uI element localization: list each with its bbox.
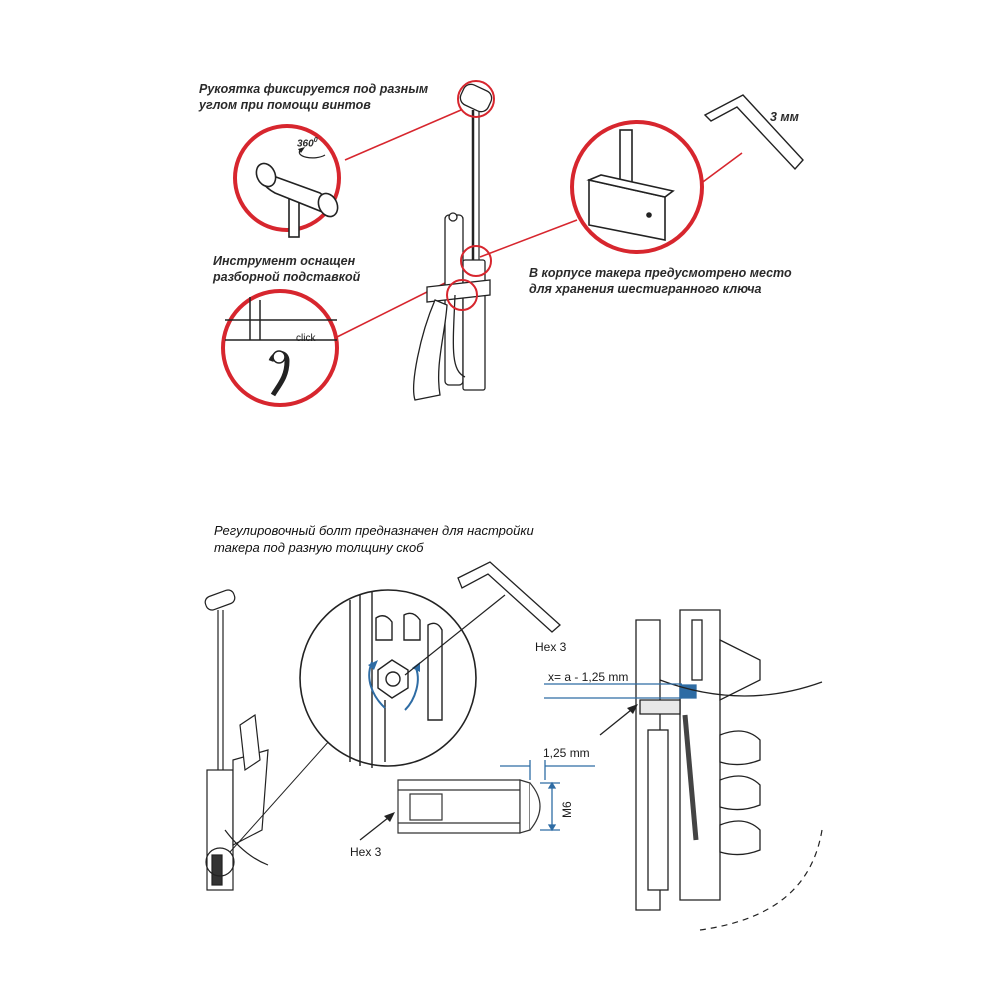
key-size-label: 3 мм (770, 110, 799, 124)
adjust-note: Регулировочный болт предназначен для настройки такера под разную толщину скоб (214, 523, 534, 555)
storage-detail-circle (572, 122, 702, 252)
handle-and-stand-illustration (165, 65, 835, 425)
formula-dimension (544, 684, 682, 698)
rotation-label: $360^0$ (297, 137, 318, 150)
stapler-left (204, 588, 268, 890)
storage-note: В корпусе такера предусмотрено место для хранения шестигранного ключа (529, 266, 792, 296)
hex-key-hex3 (458, 562, 560, 632)
formula-label: x= a - 1,25 mm (548, 670, 629, 684)
hex-bottom-label: Hex 3 (350, 845, 382, 859)
storage-leader-line (480, 220, 577, 257)
bottom-illustration-svg (0, 500, 1000, 1000)
adjustment-bolt (398, 780, 540, 833)
stand-note: Инструмент оснащен разборной подставкой (213, 254, 361, 284)
hex-top-label: Hex 3 (535, 640, 567, 654)
hex-key-3mm (705, 95, 803, 169)
handle-note: Рукоятка фиксируется под разным углом при помощи винтов (199, 82, 429, 112)
offset-label: 1,25 mm (543, 746, 590, 760)
top-illustration-svg (165, 65, 835, 425)
stand-detail-circle (223, 291, 337, 405)
thread-label: M6 (560, 801, 574, 818)
bolt-detail-circle (300, 590, 505, 768)
click-label: click (296, 333, 316, 344)
handle-leader-line (345, 110, 461, 160)
stapler-cross-section (636, 610, 822, 910)
adjustment-bolt-illustration (0, 500, 1000, 1000)
handle-detail-circle (235, 126, 341, 237)
stapler-on-stand (414, 82, 495, 400)
